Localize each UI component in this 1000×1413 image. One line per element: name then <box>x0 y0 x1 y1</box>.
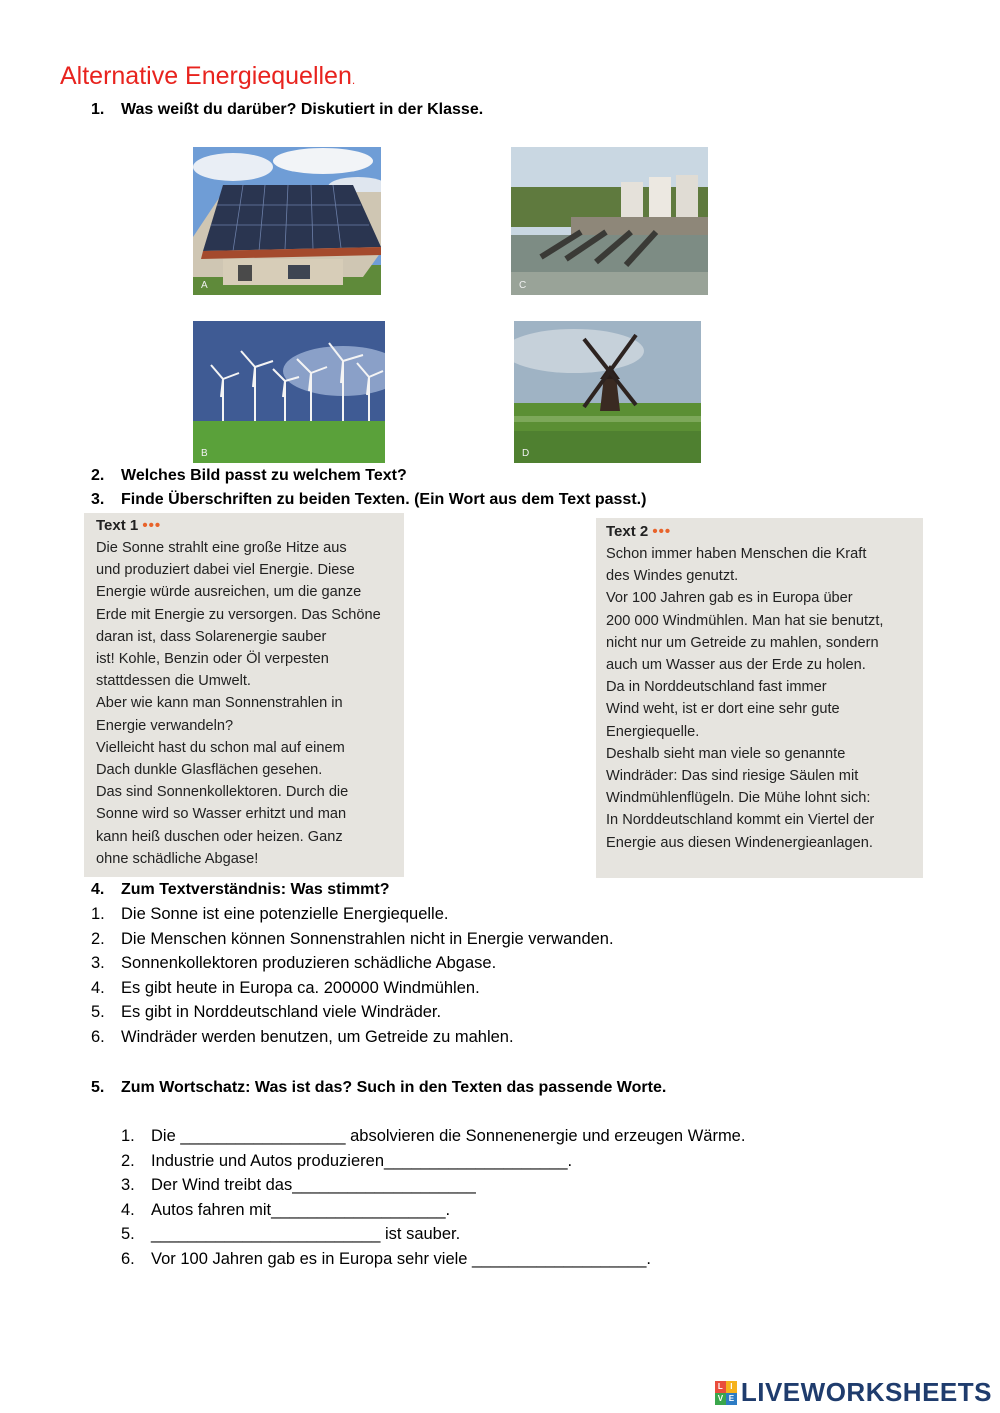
statement-number: 5. <box>91 1003 105 1022</box>
page-title-text: Alternative Energiequellen <box>60 62 352 90</box>
text-line: Energiequelle. <box>606 723 700 740</box>
text-line: Schon immer haben Menschen die Kraft <box>606 546 867 562</box>
question-1-number: 1. <box>91 101 105 118</box>
vocab-list <box>121 1127 745 1275</box>
text-2-heading <box>606 523 923 540</box>
statement-number: 3. <box>91 954 105 973</box>
vocab-item[interactable] <box>121 1176 745 1201</box>
logo-letter: E <box>726 1393 737 1405</box>
text-1-dots: ••• <box>142 517 162 534</box>
question-4-number: 4. <box>91 881 105 898</box>
liveworksheets-logo-icon <box>715 1381 737 1405</box>
text-line: Wind weht, ist er dort eine sehr gute <box>606 701 840 718</box>
statement-item[interactable] <box>91 1003 614 1028</box>
statement-item[interactable] <box>91 979 614 1004</box>
text-line: Vor 100 Jahren gab es in Europa über <box>606 590 853 607</box>
photo-wind-turbines <box>193 321 385 463</box>
text-line: kann heiß duschen oder heizen. Ganz <box>96 828 343 845</box>
text-line: ohne schädliche Abgase! <box>96 850 259 867</box>
vocab-number: 5. <box>121 1225 135 1244</box>
question-5-number: 5. <box>91 1079 105 1096</box>
vocab-gap-text[interactable]: Der Wind treibt das____________________ <box>151 1176 476 1195</box>
windmill-photo-icon <box>514 321 701 463</box>
text-line: nicht nur um Getreide zu mahlen, sondern <box>606 634 879 651</box>
question-4-text: Zum Textverständnis: Was stimmt? <box>121 881 390 898</box>
text-line: daran ist, dass Solarenergie sauber <box>96 628 327 645</box>
text-line: und produziert dabei viel Energie. Diese <box>96 562 355 579</box>
photo-windmill <box>514 321 701 463</box>
hydro-dam-photo-icon <box>511 147 708 295</box>
text-line: Da in Norddeutschland fast immer <box>606 679 827 696</box>
text-line: Erde mit Energie zu versorgen. Das Schöne <box>96 606 381 623</box>
text-line: 200 000 Windmühlen. Man hat sie benutzt, <box>606 612 884 629</box>
text-line: des Windes genutzt. <box>606 568 739 585</box>
liveworksheets-logo[interactable] <box>715 1377 992 1408</box>
text-line: Energie aus diesen Windenergieanlagen. <box>606 834 873 851</box>
wind-turbines-photo-icon <box>193 321 385 463</box>
statement-text: Es gibt heute in Europa ca. 200000 Windmühlen. <box>121 978 480 997</box>
vocab-item[interactable] <box>121 1127 745 1152</box>
vocab-gap-text[interactable]: Autos fahren mit___________________. <box>151 1200 451 1219</box>
text-line: auch um Wasser aus der Erde zu holen. <box>606 657 866 674</box>
question-3-number: 3. <box>91 491 105 508</box>
statement-list <box>91 905 614 1053</box>
text-line: Windräder: Das sind riesige Säulen mit <box>606 768 859 785</box>
text-2-heading-label: Text 2 <box>606 523 649 540</box>
text-2-panel <box>596 518 923 878</box>
question-3 <box>91 491 646 509</box>
statement-number: 1. <box>91 905 105 923</box>
vocab-number: 3. <box>121 1176 135 1195</box>
question-5-text: Zum Wortschatz: Was ist das? Such in den Texten das passende Worte. <box>121 1079 667 1096</box>
photo-label-d: D <box>522 448 530 459</box>
question-5 <box>91 1079 666 1097</box>
vocab-number: 4. <box>121 1200 135 1219</box>
question-2 <box>91 467 407 485</box>
text-line: Sonne wird so Wasser erhitzt und man <box>96 806 347 823</box>
vocab-item[interactable] <box>121 1250 745 1275</box>
text-line: ist! Kohle, Benzin oder Öl verpesten <box>96 651 329 668</box>
statement-text: Es gibt in Norddeutschland viele Windräder. <box>121 1003 442 1022</box>
page-title <box>60 62 355 91</box>
statement-number: 4. <box>91 978 105 997</box>
vocab-gap-text[interactable]: Vor 100 Jahren gab es in Europa sehr viele ___________________. <box>151 1249 651 1268</box>
statement-text: Die Sonne ist eine potenzielle Energiequelle. <box>121 905 449 923</box>
question-4 <box>91 881 390 899</box>
photo-hydro-dam <box>511 147 708 295</box>
question-2-number: 2. <box>91 467 105 484</box>
vocab-number: 2. <box>121 1151 135 1170</box>
text-line: In Norddeutschland kommt ein Viertel der <box>606 812 875 829</box>
text-line: Das sind Sonnenkollektoren. Durch die <box>96 784 349 801</box>
logo-letter: L <box>715 1381 726 1393</box>
question-1 <box>91 101 483 119</box>
logo-text: LIVEWORKSHEETS <box>740 1377 992 1407</box>
statement-text: Sonnenkollektoren produzieren schädliche Abgase. <box>121 954 497 973</box>
statement-item[interactable] <box>91 1028 614 1053</box>
vocab-number: 6. <box>121 1249 135 1268</box>
text-line: Energie verwandeln? <box>96 717 234 734</box>
text-2-body <box>606 543 923 854</box>
logo-letter: V <box>715 1393 726 1405</box>
vocab-item[interactable] <box>121 1152 745 1177</box>
text-line: Windmühlenflügeln. Die Mühe lohnt sich: <box>606 790 871 807</box>
statement-item[interactable] <box>91 905 614 930</box>
text-1-body <box>96 537 404 870</box>
text-1-panel <box>84 513 404 877</box>
vocab-gap-text[interactable]: Die __________________ absolvieren die Sonnenenergie und erzeugen Wärme. <box>151 1127 746 1145</box>
solar-house-photo-icon <box>193 147 381 295</box>
text-2-dots: ••• <box>652 523 672 540</box>
statement-text: Windräder werden benutzen, um Getreide zu mahlen. <box>121 1027 514 1046</box>
photo-solar-house <box>193 147 381 295</box>
text-line: Vielleicht hast du schon mal auf einem <box>96 739 345 756</box>
text-line: Deshalb sieht man viele so genannte <box>606 745 846 762</box>
logo-letter: I <box>726 1381 737 1393</box>
statement-item[interactable] <box>91 954 614 979</box>
vocab-number: 1. <box>121 1127 135 1145</box>
vocab-item[interactable] <box>121 1201 745 1226</box>
question-3-text: Finde Überschriften zu beiden Texten. (Ein Wort aus dem Text passt.) <box>121 491 647 508</box>
text-line: Energie würde ausreichen, um die ganze <box>96 584 362 601</box>
vocab-gap-text[interactable]: _________________________ ist sauber. <box>151 1225 461 1244</box>
page-title-dot: . <box>351 73 356 87</box>
text-line: Die Sonne strahlt eine große Hitze aus <box>96 540 347 556</box>
text-line: Dach dunkle Glasflächen gesehen. <box>96 762 323 779</box>
statement-number: 6. <box>91 1027 105 1046</box>
photo-label-c: C <box>519 280 527 291</box>
photo-label-b: B <box>201 448 208 459</box>
vocab-item[interactable] <box>121 1225 745 1250</box>
statement-item[interactable] <box>91 930 614 955</box>
photo-label-a: A <box>201 280 208 291</box>
statement-number: 2. <box>91 929 105 948</box>
text-1-heading <box>96 517 404 534</box>
question-2-text: Welches Bild passt zu welchem Text? <box>121 467 407 484</box>
question-1-text: Was weißt du darüber? Diskutiert in der Klasse. <box>121 101 484 118</box>
vocab-gap-text[interactable]: Industrie und Autos produzieren____________________. <box>151 1151 573 1170</box>
statement-text: Die Menschen können Sonnenstrahlen nicht in Energie verwanden. <box>121 929 614 948</box>
text-1-heading-label: Text 1 <box>96 517 139 534</box>
text-line: Aber wie kann man Sonnenstrahlen in <box>96 695 343 712</box>
text-line: stattdessen die Umwelt. <box>96 673 251 690</box>
